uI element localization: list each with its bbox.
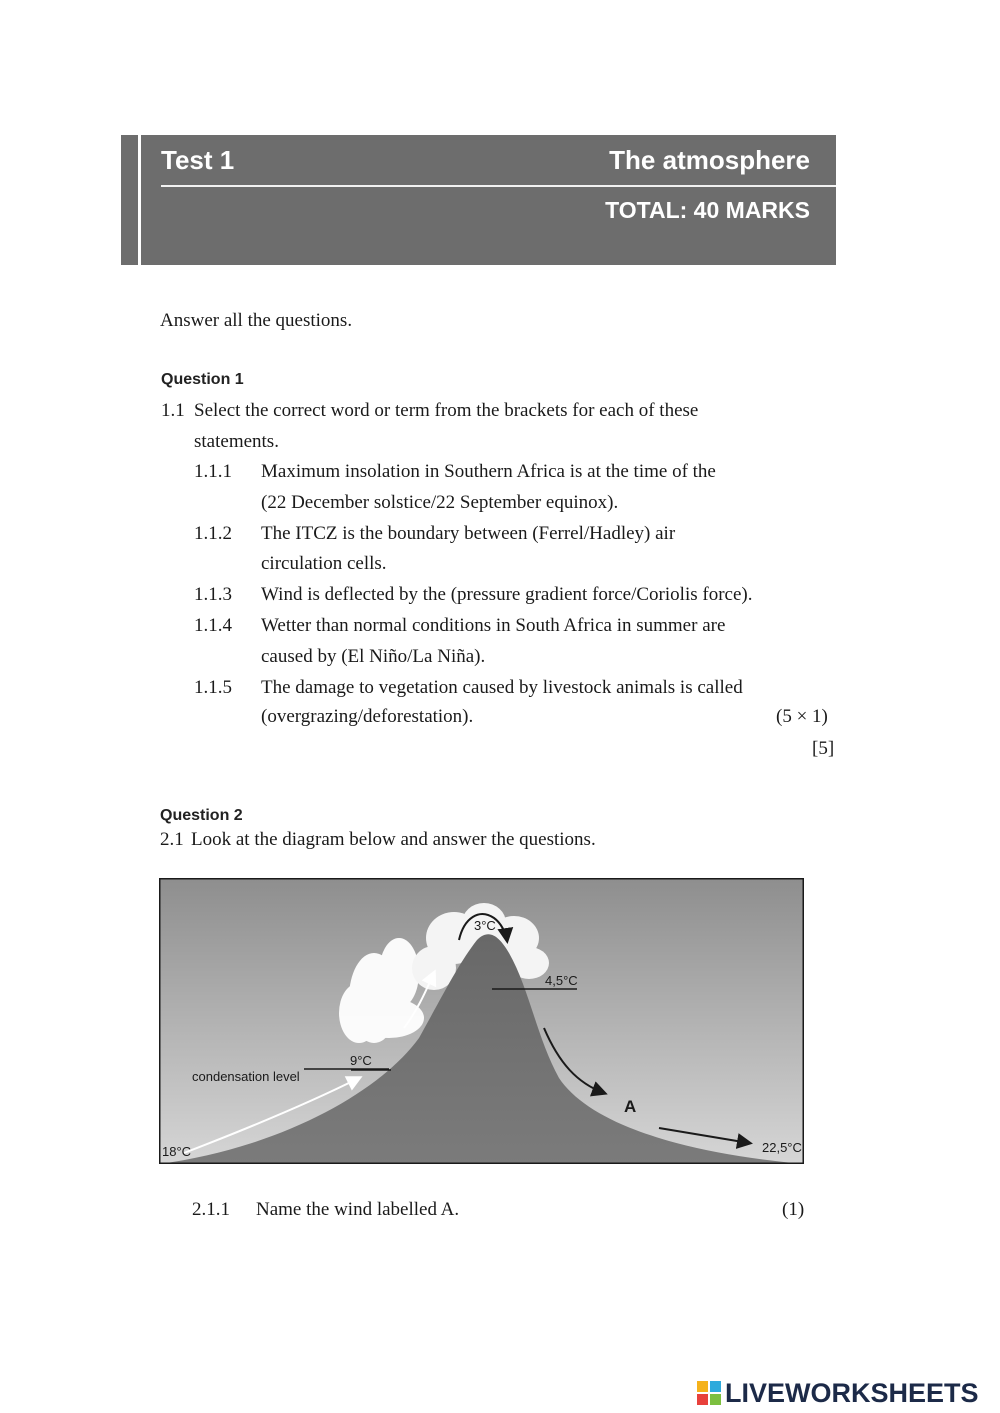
question-2-1-text: Look at the diagram below and answer the questions. (191, 829, 596, 850)
temp-condensation: 9°C (350, 1053, 372, 1068)
item-text-line1: Wetter than normal conditions in South Africa in summer are (261, 615, 726, 636)
item-number: 1.1.1 (194, 461, 232, 482)
question-1-1-text-line1: Select the correct word or term from the brackets for each of these (194, 400, 699, 421)
item-number: 1.1.3 (194, 584, 232, 605)
item-text-line2: (22 December solstice/22 September equinox). (261, 492, 619, 513)
instructions: Answer all the questions. (160, 310, 353, 331)
item-text-line2: (overgrazing/deforestation). (261, 706, 474, 727)
item-number: 1.1.2 (194, 523, 232, 544)
item-text-line1: The damage to vegetation caused by livestock animals is called (261, 677, 743, 698)
question-1-total: [5] (812, 738, 835, 759)
total-marks: TOTAL: 40 MARKS (605, 197, 810, 223)
item-marks: (5 × 1) (776, 706, 828, 727)
question-2-heading: Question 2 (160, 807, 243, 824)
test-label: Test 1 (161, 145, 235, 175)
item-text-line1: The ITCZ is the boundary between (Ferrel/Hadley) air (261, 523, 676, 544)
wind-label-a: A (624, 1097, 637, 1116)
temp-summit: 3°C (474, 918, 496, 933)
question-1-1-number: 1.1 (161, 400, 185, 421)
header-rule (161, 185, 836, 187)
question-2-1-1-text: Name the wind labelled A. (256, 1199, 460, 1220)
question-1-heading: Question 1 (161, 371, 244, 388)
item-text-line2: circulation cells. (261, 553, 387, 574)
item-number: 1.1.5 (194, 677, 232, 698)
logo-icon (697, 1381, 721, 1405)
question-2-1-number: 2.1 (160, 829, 184, 850)
item-number: 1.1.4 (194, 615, 232, 636)
item-text-line1: Wind is deflected by the (pressure gradient force/Coriolis force). (261, 584, 753, 605)
temp-lee-upper: 4,5°C (545, 973, 578, 988)
question-1-1-text-line2: statements. (194, 431, 279, 452)
question-2-1-1-marks: (1) (782, 1199, 805, 1220)
logo-text: LIVEWORKSHEETS (725, 1377, 979, 1408)
test-header (121, 135, 836, 265)
question-2-1-1-number: 2.1.1 (192, 1199, 230, 1220)
condensation-level-label: condensation level (192, 1069, 300, 1084)
orographic-diagram (159, 878, 804, 1164)
temp-base-right: 22,5°C (762, 1140, 802, 1155)
header-stripe (138, 135, 141, 265)
test-topic: The atmosphere (609, 145, 810, 175)
item-text-line1: Maximum insolation in Southern Africa is at the time of the (261, 461, 716, 482)
temp-base-left: 18°C (162, 1144, 192, 1159)
item-text-line2: caused by (El Niño/La Niña). (261, 646, 486, 667)
liveworksheets-logo[interactable] (697, 1378, 979, 1408)
